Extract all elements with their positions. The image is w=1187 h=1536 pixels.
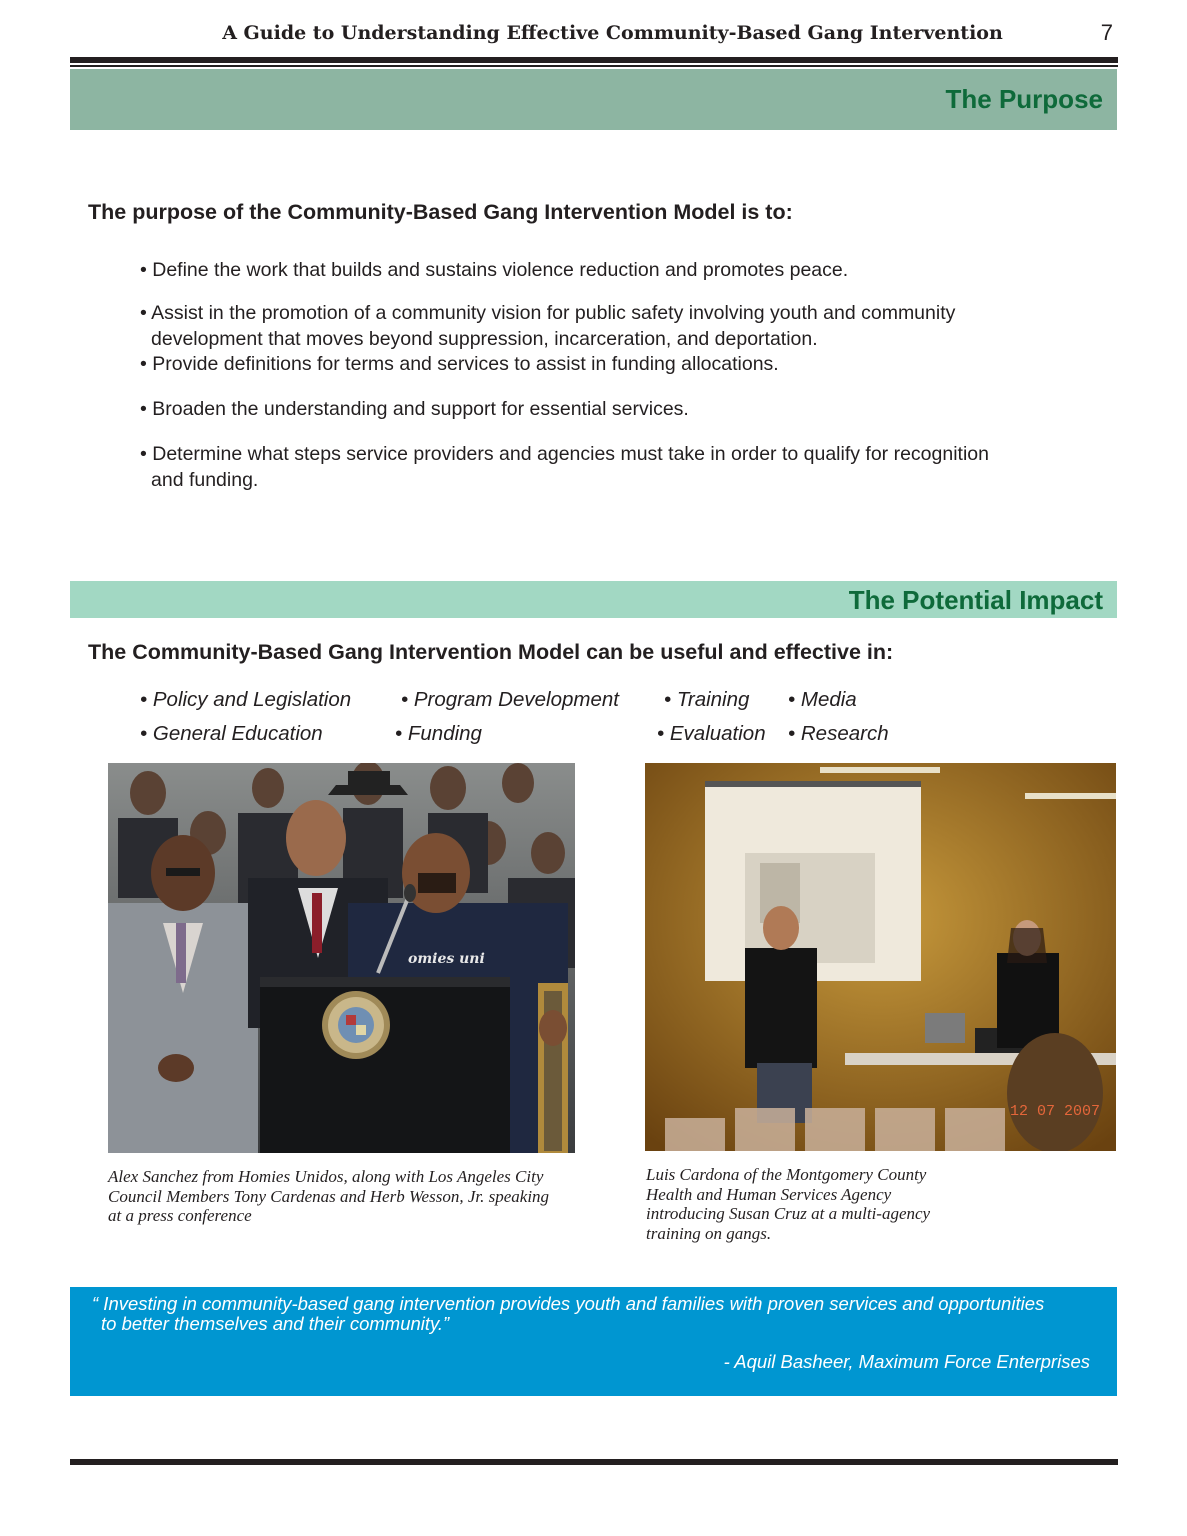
caption-line: training on gangs. xyxy=(646,1223,772,1243)
press-conference-photo xyxy=(108,763,575,1153)
impact-area: • Policy and Legislation xyxy=(140,688,352,711)
section-heading-purpose: The Purpose xyxy=(70,69,1117,130)
purpose-intro: The purpose of the Community-Based Gang Intervention Model is to: xyxy=(88,200,793,224)
training-room-photo xyxy=(645,763,1116,1151)
caption-line: at a press conference xyxy=(108,1206,252,1225)
footer-rule xyxy=(70,1459,1118,1465)
quote-line: to better themselves and their community.” xyxy=(101,1312,450,1334)
right-photo-caption xyxy=(646,1165,1116,1243)
header-rule-thin xyxy=(70,65,1118,67)
impact-area: • Training xyxy=(664,688,750,711)
impact-area: • Media xyxy=(788,688,857,711)
caption-line: Luis Cardona of the Montgomery County xyxy=(646,1165,927,1184)
impact-area: • Funding xyxy=(395,722,482,745)
section-heading-impact: The Potential Impact xyxy=(70,581,1117,618)
caption-line: Alex Sanchez from Homies Unidos, along with Los Angeles City xyxy=(108,1167,544,1186)
purpose-bullet xyxy=(140,257,1100,283)
left-photo-caption xyxy=(108,1167,578,1226)
shirt-text: omies uni xyxy=(408,951,485,967)
impact-intro: The Community-Based Gang Intervention Model can be useful and effective in: xyxy=(88,640,894,664)
purpose-bullet xyxy=(140,441,1100,493)
bullet-line-continued: and funding. xyxy=(151,469,259,491)
impact-area: • Research xyxy=(788,722,889,745)
impact-area: • Program Development xyxy=(401,688,619,711)
press-conference-illustration xyxy=(108,763,575,1153)
quote-text xyxy=(92,1294,1102,1333)
bullet-line: • Broaden the understanding and support for essential services. xyxy=(140,398,689,420)
impact-area: • Evaluation xyxy=(657,722,766,745)
training-room-illustration xyxy=(645,763,1116,1151)
bullet-line: • Provide definitions for terms and services to assist in funding allocations. xyxy=(140,353,779,375)
date-stamp: 12 07 2007 xyxy=(1010,1103,1101,1120)
impact-area: • General Education xyxy=(140,722,323,745)
caption-line: introducing Susan Cruz at a multi-agency xyxy=(646,1204,931,1223)
quote-author: - Aquil Basheer, Maximum Force Enterprises xyxy=(723,1351,1090,1372)
document-title: A Guide to Understanding Effective Community-Based Gang Intervention xyxy=(222,22,1003,44)
page-number: 7 xyxy=(1100,20,1113,45)
caption-line: Health and Human Services Agency xyxy=(646,1184,892,1204)
bullet-line: • Define the work that builds and sustains violence reduction and promotes peace. xyxy=(140,259,849,281)
purpose-bullet xyxy=(140,300,1100,352)
caption-line: Council Members Tony Cardenas and Herb Wesson, Jr. speaking xyxy=(108,1186,550,1206)
purpose-bullet xyxy=(140,396,1100,422)
header-rule xyxy=(70,57,1118,63)
quote-line: “ Investing in community-based gang intervention provides youth and families with proven services and opportunities xyxy=(92,1293,1045,1314)
bullet-line: • Determine what steps service providers and agencies must take in order to qualify for recognition xyxy=(140,443,989,465)
bullet-line-continued: development that moves beyond suppression, incarceration, and deportation. xyxy=(151,328,818,350)
purpose-bullet xyxy=(140,351,1100,377)
bullet-line: • Assist in the promotion of a community vision for public safety involving youth and community xyxy=(140,302,956,324)
